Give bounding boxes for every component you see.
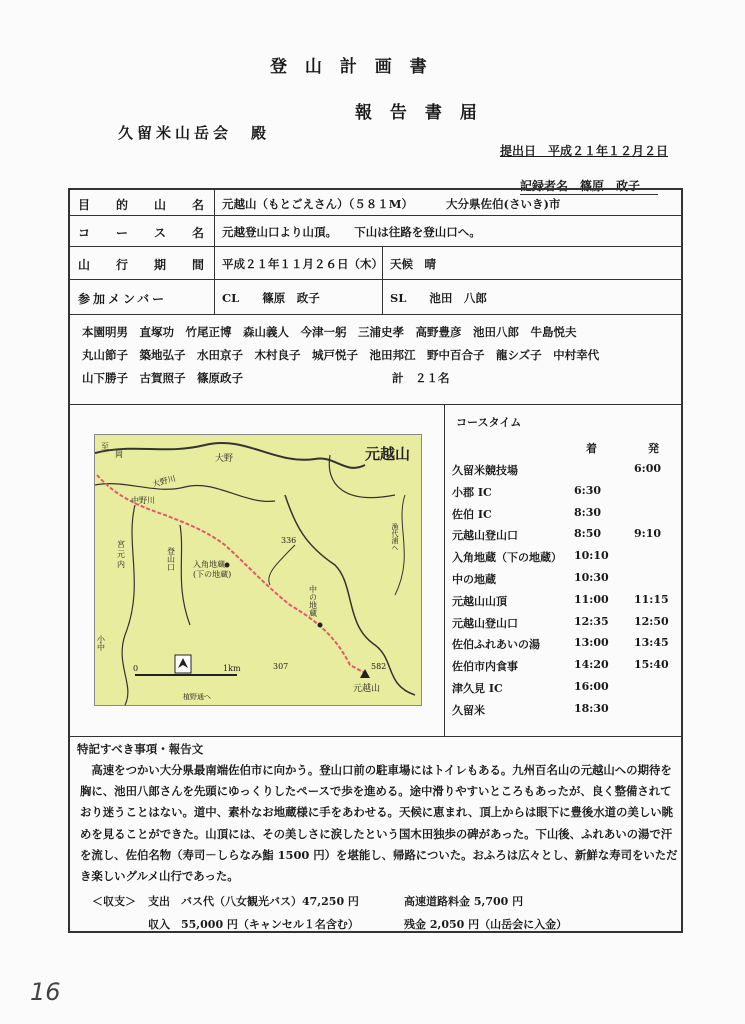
course-name: 元越登山口より山頂。 下山は往路を登山口へ。 [222,225,481,239]
course-time-depart: 9:10 [634,527,662,541]
toll: 高速道路料金 5,700 円 [404,895,524,908]
course-time-arrive: 10:30 [574,571,609,584]
period-label: 山 行 期 間 [78,258,212,272]
svg-text:宮: 宮 [117,540,125,549]
svg-text:336: 336 [281,536,297,545]
members-line-3: 山下勝子 古賀照子 篠原政子 [82,371,243,385]
balance: 残金 2,050 円（山岳会に入金） [404,918,568,931]
course-time-name: 久留米 [452,703,485,717]
svg-text:植野通へ: 植野通へ [183,693,211,701]
svg-text:登山口: 登山口 [166,547,176,571]
mountain-label: 目 的 山 名 [78,198,212,212]
course-time-arrive: 13:00 [574,636,609,650]
course-time-arrive: 6:30 [574,483,602,497]
course-time-row [452,636,677,657]
members-line-1: 本園明男 直塚功 竹尾正博 森山義人 今津一躬 三浦史孝 高野豊彦 池田八郎 牛島悦夫 [82,325,577,339]
svg-text:入角地蔵: 入角地蔵 [193,560,225,569]
course-time-arrive: 16:00 [574,680,609,693]
course-time-depart: 15:40 [634,658,669,672]
svg-text:中野川: 中野川 [131,496,155,505]
report-title: 特記すべき事項・報告文 [77,742,204,756]
members-line-2: 丸山節子 築地弘子 水田京子 木村良子 城戸悦子 池田邦江 野中百合子 龍シズ子 中村幸代 [82,348,600,362]
submission-date: 提出日 平成２１年１２月２日 [500,144,669,158]
course-time-arrive: 10:10 [574,549,609,563]
course-time-arrive: 8:50 [574,527,602,541]
svg-text:元: 元 [117,550,125,559]
members-total: 計 ２１名 [392,371,450,385]
course-time-row [452,571,677,592]
svg-text:大野川: 大野川 [151,474,177,489]
course-time-name: 元越山山頂 [452,594,507,608]
svg-text:0: 0 [133,664,139,673]
svg-text:岡: 岡 [115,450,123,459]
mountain-name: 元越山（もとごえさん）（５８１M） [222,197,413,211]
course-time-name: 佐伯市内食事 [452,660,518,674]
course-time-arrive: 11:00 [574,592,609,606]
course-time-name: 佐伯ふれあいの湯 [452,638,540,652]
income: 収入 55,000 円（キャンセル１名含む） [148,918,359,931]
chief-leader: CL 篠原 政子 [222,291,320,305]
sub-leader: SL 池田 八郎 [390,291,487,305]
addressee: 久留米山岳会 殿 [118,124,271,142]
arrive-header: 着 [586,442,597,455]
course-time-depart: 13:45 [634,636,669,650]
course-time-title: コースタイム [456,416,522,429]
period-value: 平成２１年１１月２６日（木） [222,257,383,271]
course-time-name: 津久見 IC [452,682,503,695]
page-number: 16 [30,978,61,1006]
svg-text:1km: 1km [223,664,241,673]
course-time-row [452,549,677,570]
svg-text:元越山: 元越山 [365,445,411,463]
mountain-location: 大分県佐伯(さいき)市 [446,197,561,211]
course-label: コ ー ス 名 [78,226,212,240]
course-time-arrive: 14:20 [574,658,609,672]
course-time-row [452,484,677,505]
course-time-row [452,702,677,723]
course-time-name: 元越山登山口 [452,616,518,630]
document-subtitle: 報 告 書 届 [355,103,483,123]
svg-text:307: 307 [273,662,289,671]
course-time-row [452,527,677,548]
weather: 天候 晴 [390,257,436,271]
svg-text:582: 582 [371,662,387,671]
course-time-arrive: 18:30 [574,701,609,715]
recorder-name: 記録者名 篠原 政子 [520,177,658,195]
course-time-row [452,506,677,527]
svg-text:大野: 大野 [215,454,234,464]
course-time-arrive: 12:35 [574,614,609,628]
finance-label: ＜収支＞ [92,895,136,908]
depart-header: 発 [648,442,659,455]
svg-text:元越山: 元越山 [353,684,381,694]
course-time-name: 元越山登山口 [452,529,518,543]
expense: 支出 バス代（八女観光バス）47,250 円 [148,895,359,908]
svg-text:漁代浦へ: 漁代浦へ [391,523,399,551]
course-time-name: 久留米競技場 [452,464,518,477]
course-time-row [452,658,677,679]
course-time-name: 入角地蔵（下の地蔵） [452,551,562,565]
document-title: 登 山 計 画 書 [270,57,433,77]
course-time-row [452,615,677,636]
course-time-row [452,680,677,701]
members-label: 参加メンバー [78,292,168,306]
route-map [94,434,422,706]
course-time-arrive: 8:30 [574,505,602,519]
course-time-row [452,593,677,614]
course-time-name: 中の地蔵 [452,573,496,586]
report-text: 高速をつかい大分県最南端佐伯市に向かう。登山口前の駐車場にはトイレもある。九州百名山の元越山への期待を胸に、池田八郎さんを先頭にゆっくりしたペースで歩を進める。途中滑りやすいところもあったが、良く整備されており迷うことはない。道中、素朴なお地蔵様に手をあわせる。天候に恵まれ、頂上からは眼下に豊後水道の美しい眺めを見ることができた。山頂には、その美しさに涙したという国木田独歩の碑があった。下山後、ふれあいの湯で汗を流し、佐伯名物（寿司－しらなみ鮨 1500 円）を堪能し、帰路についた。おふろは広々とし、新鮮な寿司をいただき楽しいグルメ山行であった。 [80,763,678,884]
course-time-row [452,462,677,483]
course-time-depart: 6:00 [634,462,662,475]
route-map-svg [95,435,421,705]
course-time-depart: 12:50 [634,614,669,628]
svg-text:内: 内 [117,560,125,569]
course-time-name: 佐伯 IC [452,507,492,521]
svg-text:小中: 小中 [96,635,106,651]
svg-text:中の地蔵: 中の地蔵 [308,585,318,617]
svg-text:(下の地蔵): (下の地蔵) [193,570,232,579]
course-time-name: 小郡 IC [452,485,492,499]
course-time-depart: 11:15 [634,592,669,606]
map-label: 至 [101,442,109,451]
